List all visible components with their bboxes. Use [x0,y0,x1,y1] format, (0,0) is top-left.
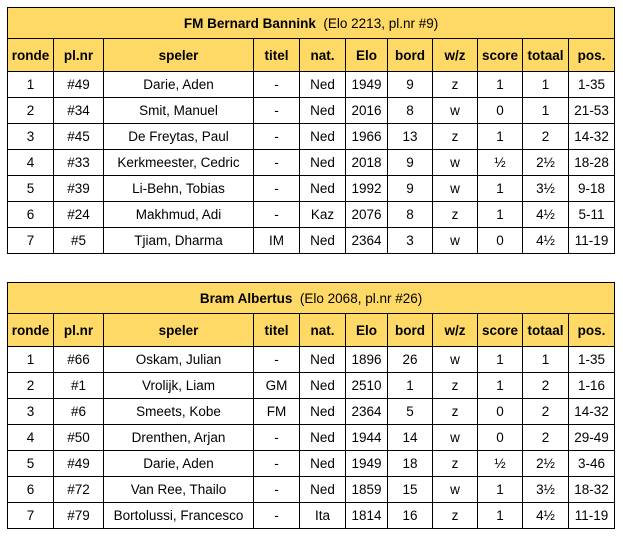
cell-opponent: Bortolussi, Francesco [104,503,254,529]
cell-color: z [433,124,478,150]
table-row [8,425,615,451]
cell-board: 8 [388,98,433,124]
cell-score: ½ [478,451,523,477]
cell-total: 4½ [523,228,569,254]
cell-total: 4½ [523,202,569,228]
cell-score: 0 [478,425,523,451]
cell-color: w [433,228,478,254]
player-name: Bram Albertus [199,290,293,306]
cell-score: 0 [478,98,523,124]
cell-elo: 2018 [346,150,388,176]
cell-title: - [254,503,300,529]
cell-player-number: #1 [54,373,104,399]
cell-color: z [433,72,478,98]
column-header-board: bord [388,314,433,347]
table-row [8,176,615,202]
column-header-score: score [478,39,523,72]
cell-nationality: Ned [300,72,346,98]
cell-player-number: #49 [54,451,104,477]
cell-title: FM [254,399,300,425]
cell-nationality: Ned [300,477,346,503]
cell-score: 1 [478,176,523,202]
cell-round: 2 [8,98,54,124]
cell-title: - [254,150,300,176]
cell-elo: 2076 [346,202,388,228]
cell-score: ½ [478,150,523,176]
cell-player-number: #34 [54,98,104,124]
cell-opponent: De Freytas, Paul [104,124,254,150]
cell-elo: 1896 [346,347,388,373]
cell-position: 18-28 [569,150,615,176]
player-table-2 [7,282,615,529]
cell-nationality: Ned [300,98,346,124]
player-table-1 [7,7,615,254]
table-row [8,477,615,503]
cell-elo: 2364 [346,399,388,425]
cell-title: GM [254,373,300,399]
cell-elo: 1966 [346,124,388,150]
cell-position: 21-53 [569,98,615,124]
cell-title: - [254,124,300,150]
cell-player-number: #49 [54,72,104,98]
cell-score: 1 [478,72,523,98]
cell-total: 2½ [523,451,569,477]
cell-color: z [433,451,478,477]
column-header-player-number: pl.nr [54,39,104,72]
player-info: (Elo 2068, pl.nr #26) [299,290,423,306]
cell-opponent: Darie, Aden [104,72,254,98]
cell-opponent: Van Ree, Thailo [104,477,254,503]
cell-round: 5 [8,451,54,477]
column-header-board: bord [388,39,433,72]
cell-opponent: Makhmud, Adi [104,202,254,228]
cell-board: 13 [388,124,433,150]
cell-player-number: #5 [54,228,104,254]
cell-position: 1-35 [569,72,615,98]
player-title [8,8,615,39]
cell-board: 5 [388,399,433,425]
cell-board: 9 [388,72,433,98]
cell-nationality: Ita [300,503,346,529]
cell-player-number: #79 [54,503,104,529]
cell-position: 11-19 [569,228,615,254]
cell-board: 9 [388,150,433,176]
header-row [8,39,615,72]
cell-score: 0 [478,399,523,425]
cell-player-number: #24 [54,202,104,228]
cell-round: 1 [8,72,54,98]
cell-round: 7 [8,503,54,529]
table-row [8,451,615,477]
cell-opponent: Kerkmeester, Cedric [104,150,254,176]
column-header-color: w/z [433,39,478,72]
cell-position: 5-11 [569,202,615,228]
cell-opponent: Darie, Aden [104,451,254,477]
cell-opponent: Oskam, Julian [104,347,254,373]
cell-position: 29-49 [569,425,615,451]
table-row [8,150,615,176]
table-row [8,202,615,228]
cell-score: 1 [478,477,523,503]
cell-board: 18 [388,451,433,477]
cell-nationality: Ned [300,347,346,373]
table-row [8,399,615,425]
cell-total: 2 [523,399,569,425]
cell-position: 14-32 [569,124,615,150]
cell-board: 1 [388,373,433,399]
table-row [8,98,615,124]
cell-elo: 2016 [346,98,388,124]
cell-opponent: Li-Behn, Tobias [104,176,254,202]
cell-title: - [254,477,300,503]
cell-title: - [254,425,300,451]
cell-round: 3 [8,399,54,425]
cell-total: 2 [523,124,569,150]
column-header-elo: Elo [346,39,388,72]
cell-round: 3 [8,124,54,150]
cell-title: - [254,451,300,477]
cell-nationality: Ned [300,150,346,176]
cell-position: 11-19 [569,503,615,529]
cell-color: z [433,373,478,399]
player-name: FM Bernard Bannink [183,15,316,31]
cell-player-number: #50 [54,425,104,451]
column-header-position: pos. [569,39,615,72]
cell-elo: 1814 [346,503,388,529]
column-header-nationality: nat. [300,314,346,347]
cell-total: 1 [523,98,569,124]
column-header-elo: Elo [346,314,388,347]
cell-nationality: Ned [300,399,346,425]
cell-color: z [433,202,478,228]
table-row [8,347,615,373]
cell-color: w [433,425,478,451]
cell-opponent: Tjiam, Dharma [104,228,254,254]
column-header-opponent: speler [104,39,254,72]
cell-score: 1 [478,202,523,228]
cell-title: - [254,72,300,98]
column-header-total: totaal [523,314,569,347]
cell-score: 1 [478,347,523,373]
player-info: (Elo 2213, pl.nr #9) [323,15,439,31]
cell-position: 3-46 [569,451,615,477]
cell-round: 5 [8,176,54,202]
cell-round: 6 [8,477,54,503]
column-header-opponent: speler [104,314,254,347]
cell-elo: 1949 [346,72,388,98]
column-header-round: ronde [8,39,54,72]
header-row [8,314,615,347]
cell-color: w [433,98,478,124]
cell-title: - [254,98,300,124]
cell-position: 1-35 [569,347,615,373]
cell-title: - [254,347,300,373]
cell-total: 3½ [523,176,569,202]
cell-board: 3 [388,228,433,254]
cell-player-number: #66 [54,347,104,373]
column-header-title: titel [254,314,300,347]
cell-position: 9-18 [569,176,615,202]
cell-total: 2 [523,373,569,399]
cell-nationality: Ned [300,425,346,451]
cell-score: 1 [478,124,523,150]
cell-total: 1 [523,72,569,98]
cell-player-number: #72 [54,477,104,503]
cell-elo: 1859 [346,477,388,503]
cell-elo: 1992 [346,176,388,202]
cell-board: 9 [388,176,433,202]
cell-opponent: Drenthen, Arjan [104,425,254,451]
cell-nationality: Ned [300,228,346,254]
cell-position: 1-16 [569,373,615,399]
cell-board: 26 [388,347,433,373]
cell-round: 6 [8,202,54,228]
cell-board: 14 [388,425,433,451]
cell-total: 3½ [523,477,569,503]
cell-nationality: Ned [300,373,346,399]
column-header-color: w/z [433,314,478,347]
cell-board: 8 [388,202,433,228]
cell-player-number: #6 [54,399,104,425]
cell-color: w [433,347,478,373]
cell-elo: 2364 [346,228,388,254]
table-row [8,72,615,98]
table-row [8,124,615,150]
cell-board: 15 [388,477,433,503]
cell-nationality: Ned [300,451,346,477]
cell-total: 4½ [523,503,569,529]
column-header-position: pos. [569,314,615,347]
cell-color: w [433,150,478,176]
table-row [8,503,615,529]
cell-round: 7 [8,228,54,254]
cell-color: z [433,399,478,425]
cell-round: 2 [8,373,54,399]
cell-elo: 2510 [346,373,388,399]
cell-board: 16 [388,503,433,529]
column-header-player-number: pl.nr [54,314,104,347]
cell-nationality: Ned [300,176,346,202]
cell-elo: 1944 [346,425,388,451]
column-header-nationality: nat. [300,39,346,72]
cell-player-number: #33 [54,150,104,176]
cell-score: 1 [478,373,523,399]
cell-round: 1 [8,347,54,373]
cell-opponent: Vrolijk, Liam [104,373,254,399]
column-header-title: titel [254,39,300,72]
cell-title: IM [254,228,300,254]
cell-opponent: Smeets, Kobe [104,399,254,425]
cell-total: 2 [523,425,569,451]
cell-elo: 1949 [346,451,388,477]
cell-player-number: #39 [54,176,104,202]
cell-total: 1 [523,347,569,373]
table-row [8,228,615,254]
column-header-total: totaal [523,39,569,72]
cell-position: 18-32 [569,477,615,503]
cell-title: - [254,202,300,228]
cell-total: 2½ [523,150,569,176]
cell-player-number: #45 [54,124,104,150]
cell-round: 4 [8,425,54,451]
cell-nationality: Ned [300,124,346,150]
cell-color: w [433,176,478,202]
column-header-round: ronde [8,314,54,347]
column-header-score: score [478,314,523,347]
cell-title: - [254,176,300,202]
cell-score: 0 [478,228,523,254]
cell-round: 4 [8,150,54,176]
cell-color: z [433,503,478,529]
cell-position: 14-32 [569,399,615,425]
cell-opponent: Smit, Manuel [104,98,254,124]
table-row [8,373,615,399]
cell-nationality: Kaz [300,202,346,228]
cell-score: 1 [478,503,523,529]
player-title [8,283,615,314]
cell-color: w [433,477,478,503]
